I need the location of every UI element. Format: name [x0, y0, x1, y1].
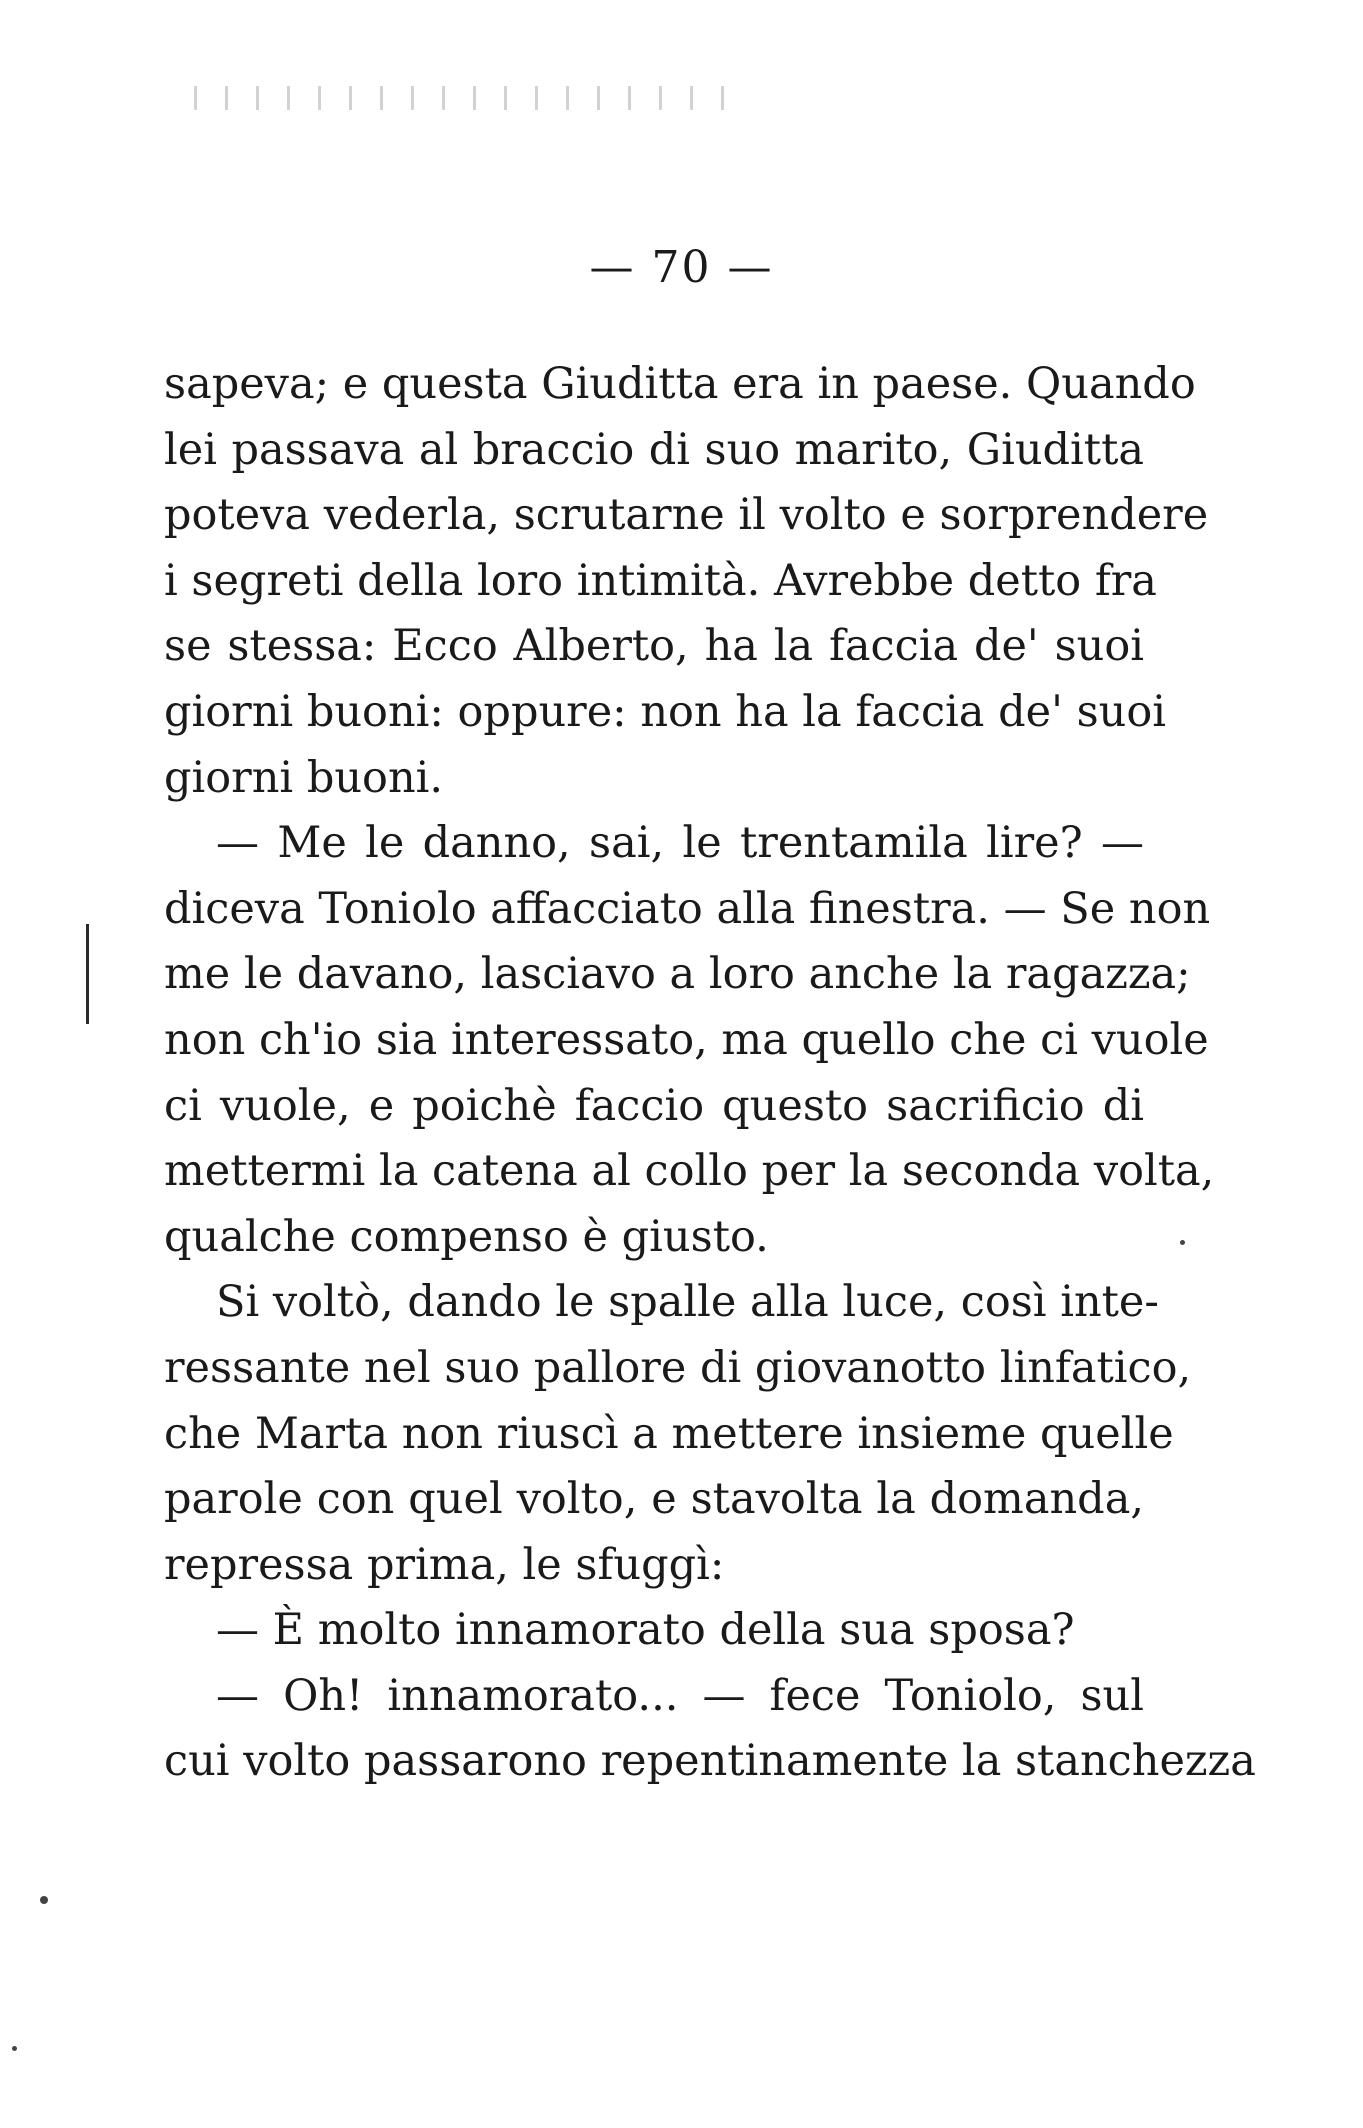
text-line: repressa prima, le sfuggì: — [164, 1539, 725, 1590]
text-line: — È molto innamorato della sua sposa? — [216, 1605, 1075, 1656]
text-block — [164, 352, 1256, 1795]
speck — [40, 1896, 48, 1904]
speck — [1180, 1240, 1185, 1245]
text-line: me le davano, lasciavo a loro anche la ragazza; — [164, 949, 1191, 1000]
text-line: sapeva; e questa Giuditta era in paese. Quando — [164, 359, 1196, 409]
text-line: lei passava al braccio di suo marito, Giuditta — [164, 424, 1144, 475]
scan-noise — [180, 86, 740, 110]
text-line: ressante nel suo pallore di giovanotto linfatico, — [164, 1342, 1192, 1393]
text-line: cui volto passarono repentinamente la stanchezza — [164, 1736, 1256, 1787]
text-line: giorni buoni. — [164, 752, 444, 803]
page-number: — 70 — — [589, 242, 774, 293]
text-line: poteva vederla, scrutarne il volto e sorprendere — [164, 490, 1209, 541]
text-line: giorni buoni: oppure: non ha la faccia de' suoi — [164, 686, 1166, 737]
text-line: qualche compenso è giusto. — [164, 1211, 769, 1262]
text-line: — Oh! innamorato... — fece Toniolo, sul — [216, 1670, 1144, 1721]
text-line: ci vuole, e poichè faccio questo sacrificio di — [164, 1080, 1144, 1131]
text-line: parole con quel volto, e stavolta la domanda, — [164, 1474, 1144, 1525]
text-line: mettermi la catena al collo per la seconda volta, — [164, 1146, 1215, 1197]
text-line: se stessa: Ecco Alberto, ha la faccia de' suoi — [164, 621, 1144, 672]
text-line: diceva Toniolo affacciato alla finestra. — Se non — [164, 883, 1211, 934]
text-line: Si voltò, dando le spalle alla luce, così inte- — [216, 1277, 1159, 1328]
text-line: che Marta non riuscì a mettere insieme quelle — [164, 1408, 1174, 1459]
margin-bar — [86, 924, 89, 1024]
speck — [12, 2046, 17, 2051]
text-line: i segreti della loro intimità. Avrebbe detto fra — [164, 555, 1157, 606]
text-line: non ch'io sia interessato, ma quello che ci vuole — [164, 1014, 1209, 1065]
text-line: — Me le danno, sai, le trentamila lire? — — [216, 818, 1144, 869]
